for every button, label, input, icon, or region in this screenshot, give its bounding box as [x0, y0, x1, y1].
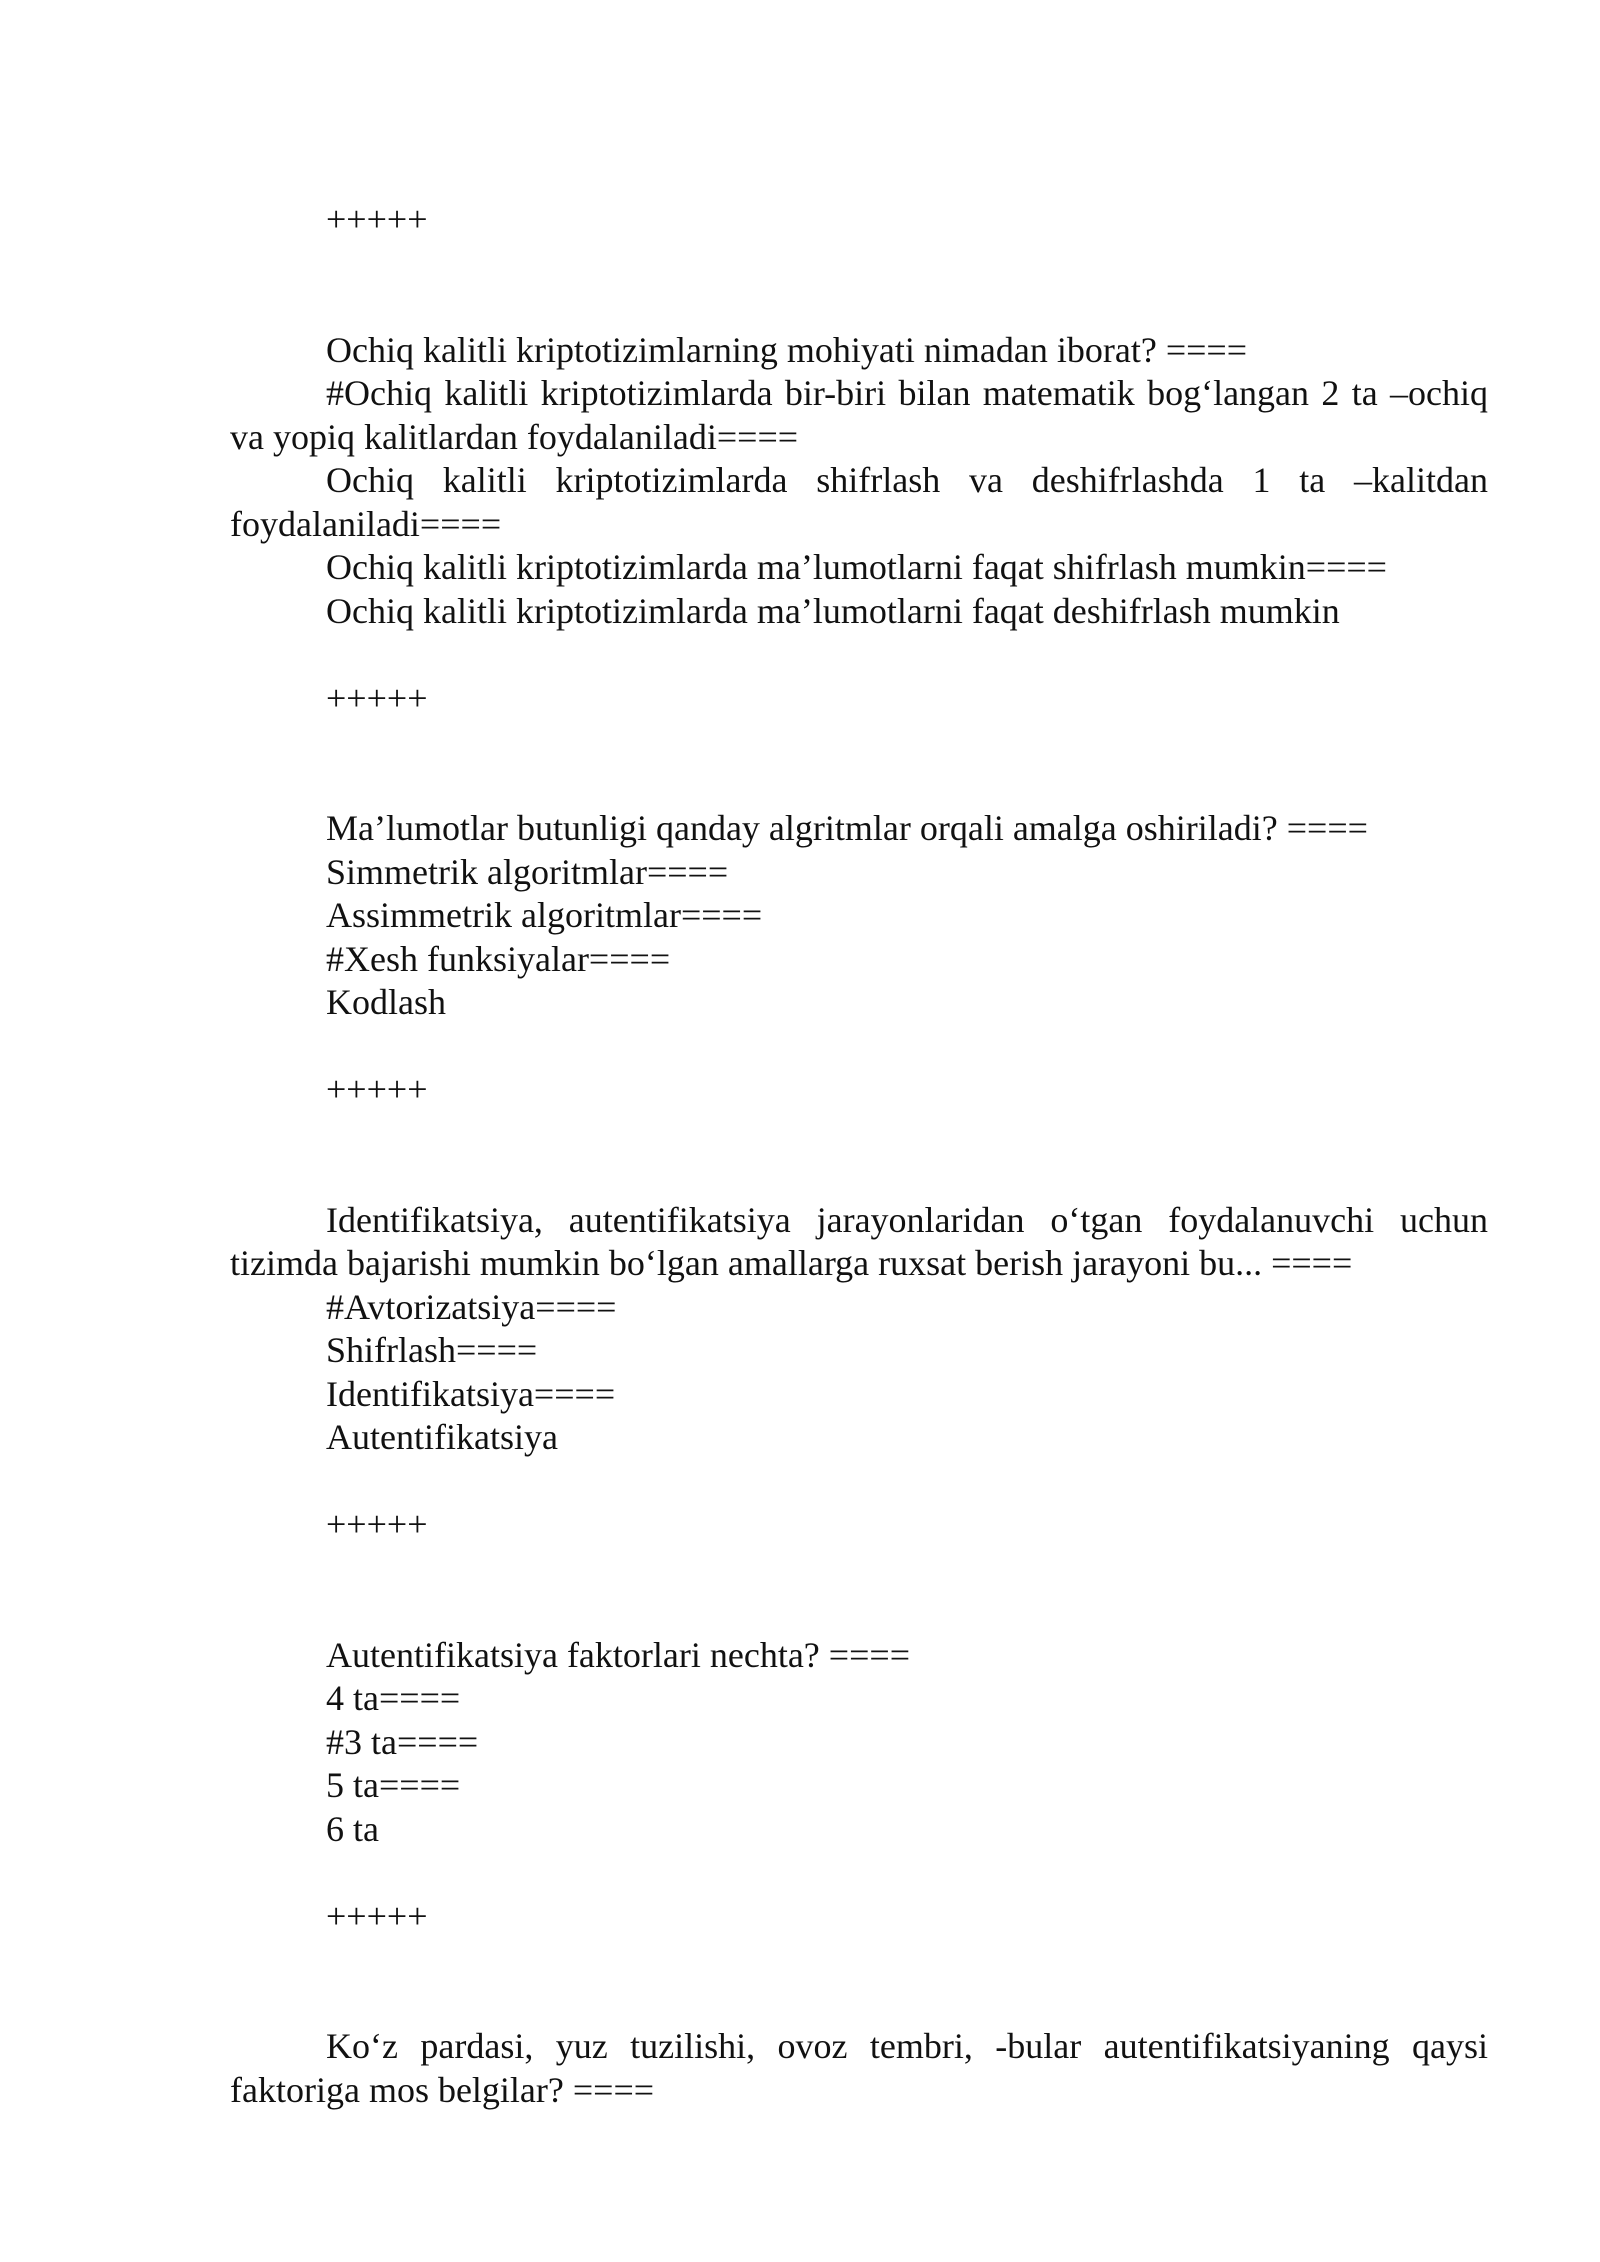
- question-block-3: [230, 1199, 1488, 1460]
- answer-option: Identifikatsiya====: [326, 1373, 616, 1414]
- document-body: [230, 198, 1488, 2112]
- question-text: Ochiq kalitli kriptotizimlarning mohiyati nimadan iborat? ====: [326, 329, 1248, 370]
- answer-option: 6 ta: [326, 1808, 379, 1849]
- answer-option: Simmetrik algoritmlar====: [326, 851, 729, 892]
- separator: +++++: [326, 199, 428, 239]
- question-text: Autentifikatsiya faktorlari nechta? ====: [326, 1634, 910, 1675]
- question-text: Ma’lumotlar butunligi qanday algritmlar orqali amalga oshiriladi? ====: [326, 808, 1368, 848]
- separator: +++++: [326, 1895, 428, 1936]
- separator: +++++: [326, 1069, 428, 1109]
- answer-option: Autentifikatsiya: [326, 1417, 558, 1457]
- answer-option: 4 ta====: [326, 1678, 461, 1718]
- answer-option: Assimmetrik algoritmlar====: [326, 895, 763, 935]
- answer-option: Shifrlash====: [326, 1330, 538, 1370]
- answer-option: #Avtorizatsiya====: [326, 1286, 617, 1327]
- question-block-5: [230, 2025, 1488, 2112]
- question-block-2: [230, 807, 1488, 1025]
- answer-option: Kodlash: [326, 982, 446, 1022]
- answer-option: Ochiq kalitli kriptotizimlarda shifrlash va deshifrlashda 1 ta –kalitdan foydalaniladi====: [230, 460, 1488, 544]
- question-block-4: [230, 1634, 1488, 1852]
- answer-option: 5 ta====: [326, 1765, 461, 1805]
- answer-option: Ochiq kalitli kriptotizimlarda ma’lumotlarni faqat shifrlash mumkin====: [326, 547, 1387, 587]
- answer-option: #Ochiq kalitli kriptotizimlarda bir-biri bilan matematik bog‘langan 2 ta –ochiq va yopiq kalitlardan foydalaniladi====: [230, 373, 1488, 457]
- answer-option: Ochiq kalitli kriptotizimlarda ma’lumotlarni faqat deshifrlash mumkin: [326, 590, 1340, 631]
- answer-option: #Xesh funksiyalar====: [326, 938, 671, 979]
- separator: +++++: [326, 677, 428, 718]
- question-text: Identifikatsiya, autentifikatsiya jarayonlaridan o‘tgan foydalanuvchi uchun tizimda bajarishi mumkin bo‘lgan amallarga ruxsat berish jarayoni bu... ====: [230, 1199, 1488, 1283]
- separator: +++++: [326, 1504, 428, 1544]
- answer-option: #3 ta====: [326, 1721, 479, 1762]
- question-block-1: [230, 329, 1488, 634]
- question-text: Ko‘z pardasi, yuz tuzilishi, ovoz tembri, -bular autentifikatsiyaning qaysi faktoriga mos belgilar? ====: [230, 2026, 1488, 2110]
